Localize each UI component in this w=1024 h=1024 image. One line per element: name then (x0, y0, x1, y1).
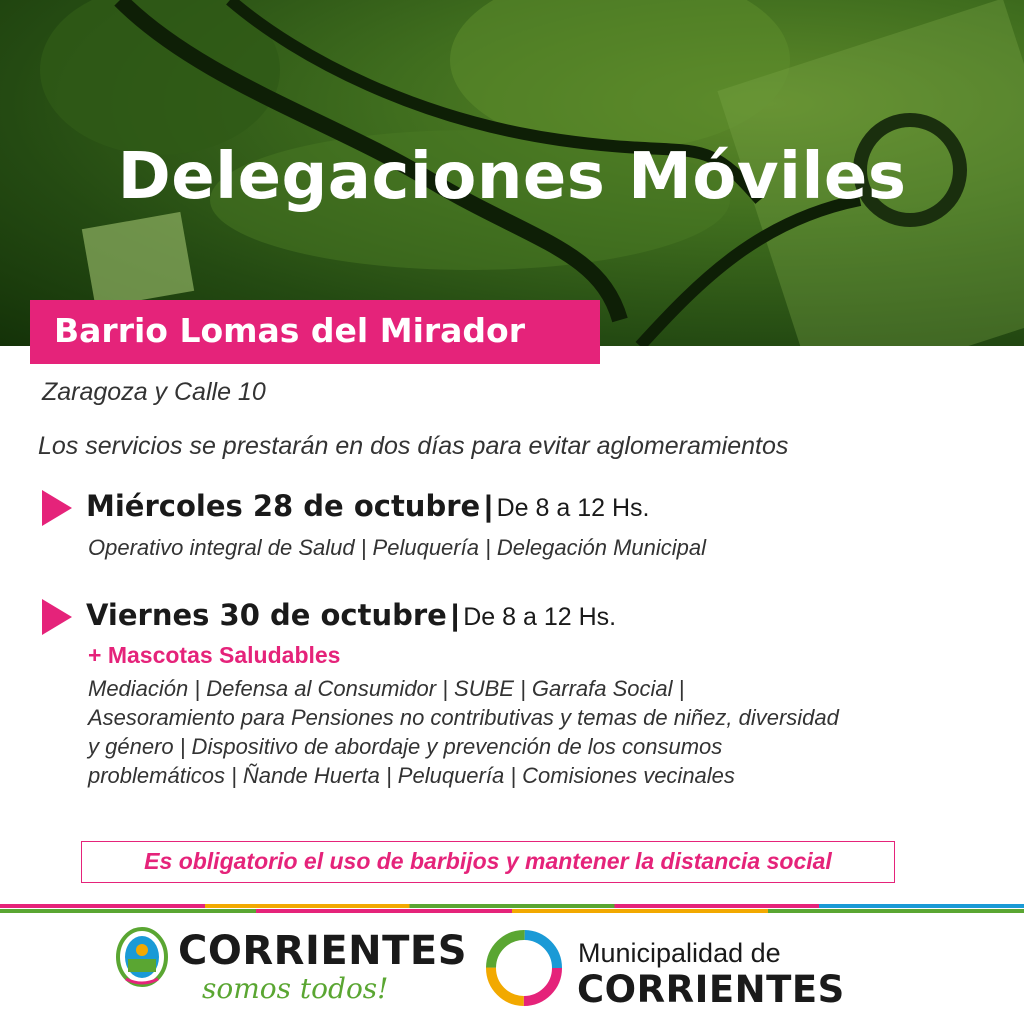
color-stripe (0, 909, 1024, 913)
services-line: Operativo integral de Salud | Peluquería | Delegación Municipal (88, 535, 707, 560)
services-line: problemáticos | Ñande Huerta | Peluquería | Comisiones vecinales (88, 763, 735, 788)
day-date: Viernes 30 de octubre (86, 598, 447, 632)
province-tagline: somos todos! (202, 972, 389, 1005)
day-separator: | (484, 490, 493, 523)
day-date: Miércoles 28 de octubre (86, 489, 481, 523)
municipal-ring-logo-icon (484, 928, 564, 1008)
services-line: Mediación | Defensa al Consumidor | SUBE | Garrafa Social | (88, 676, 685, 701)
notice-text: Es obligatorio el uso de barbijos y mantener la distancia social (144, 848, 832, 874)
hero-image (0, 0, 1024, 346)
municipality-label: Municipalidad de (578, 938, 781, 968)
day-time: De 8 a 12 Hs. (496, 494, 650, 522)
location-banner (30, 300, 600, 364)
page-title: Delegaciones Móviles (117, 140, 907, 214)
services-line: Asesoramiento para Pensiones no contributivas y temas de niñez, diversidad (88, 705, 839, 730)
neighborhood-name: Barrio Lomas del Mirador (54, 311, 525, 350)
extra-service: + Mascotas Saludables (88, 642, 341, 668)
province-name: CORRIENTES (178, 928, 468, 974)
day-time: De 8 a 12 Hs. (463, 603, 617, 631)
day-heading-2 (86, 598, 616, 633)
day-separator: | (450, 599, 460, 632)
intro-text: Los servicios se prestarán en dos días para evitar aglomeramientos (38, 432, 789, 460)
services-line: y género | Dispositivo de abordaje y prevención de los consumos (88, 734, 723, 759)
municipality-name: CORRIENTES (577, 968, 845, 1011)
corrientes-province-logo (116, 924, 468, 1014)
play-arrow-icon (42, 490, 72, 526)
notice-box (81, 841, 895, 883)
color-stripe (0, 904, 1024, 908)
provincial-seal-icon (116, 927, 168, 987)
municipality-logo (484, 924, 884, 1014)
day-heading-1 (86, 489, 649, 524)
address: Zaragoza y Calle 10 (42, 378, 266, 406)
play-arrow-icon (42, 599, 72, 635)
